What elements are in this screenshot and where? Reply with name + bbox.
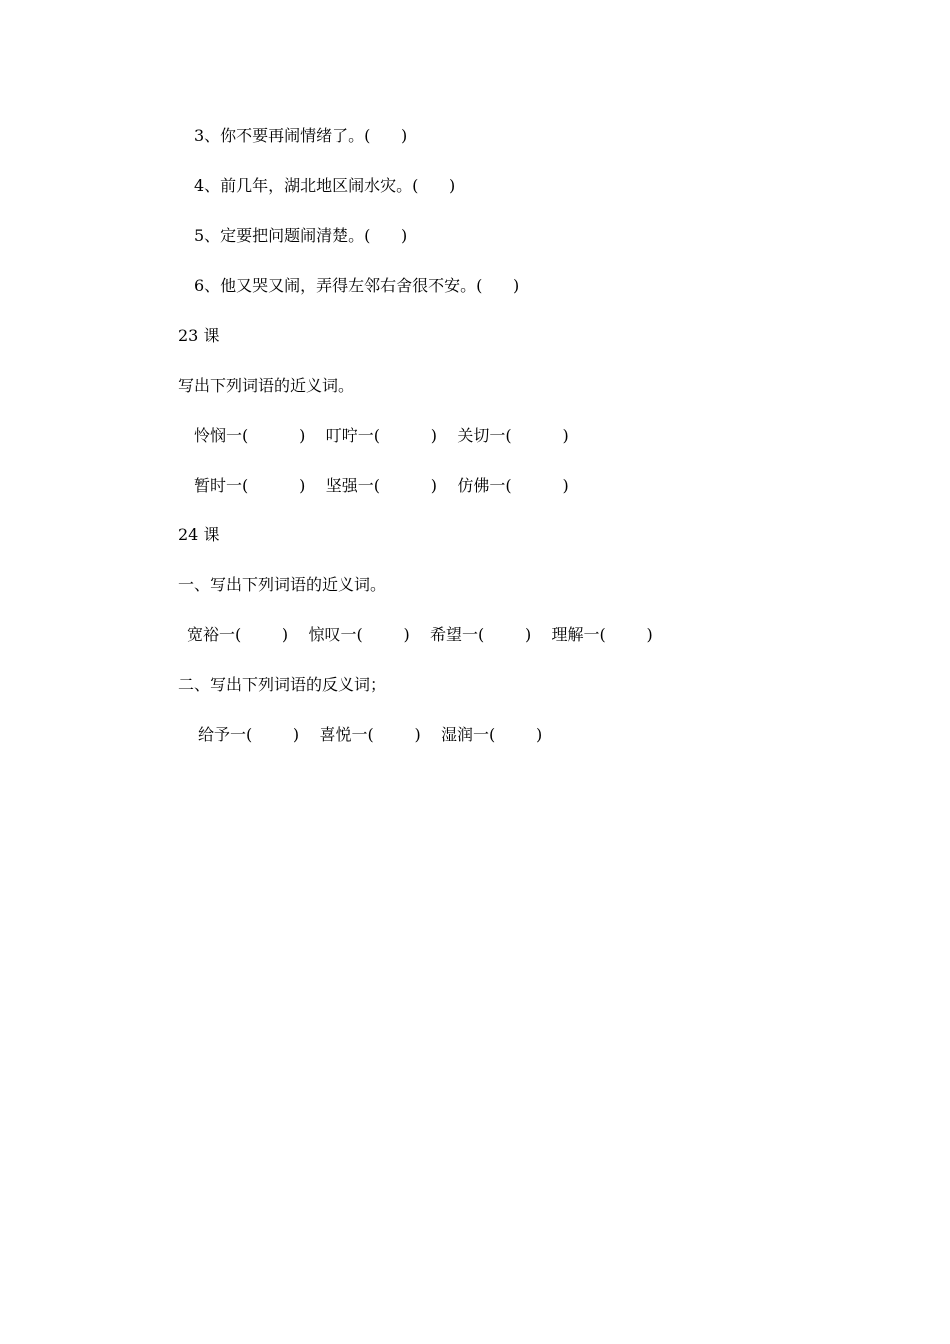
- lesson-24-synonym-row: 宽裕一( ) 惊叹一( ) 希望一( ) 理解一( ): [187, 625, 653, 644]
- lesson-24-section-2-instruction: 二、写出下列词语的反义词；: [178, 675, 387, 694]
- question-3: 3、你不要再闹情绪了。( ): [194, 126, 408, 145]
- question-6: 6、他又哭又闹，弄得左邻右舍很不安。( ): [194, 276, 520, 295]
- lesson-24-section-1-instruction: 一、写出下列词语的近义词。: [178, 575, 387, 594]
- question-5: 5、定要把问题闹清楚。( ): [194, 226, 408, 245]
- lesson-23-title: 23 课: [178, 326, 220, 345]
- lesson-23-synonym-row-1: 怜悯一( ) 叮咛一( ) 关切一( ): [194, 426, 569, 445]
- question-4: 4、前几年，湖北地区闹水灾。( ): [194, 176, 456, 195]
- lesson-23-synonym-row-2: 暂时一( ) 坚强一( ) 仿佛一( ): [194, 476, 569, 495]
- lesson-24-antonym-row: 给予一( ) 喜悦一( ) 湿润一( ): [198, 725, 543, 744]
- lesson-23-instruction: 写出下列词语的近义词。: [178, 376, 355, 395]
- lesson-24-title: 24 课: [178, 525, 220, 544]
